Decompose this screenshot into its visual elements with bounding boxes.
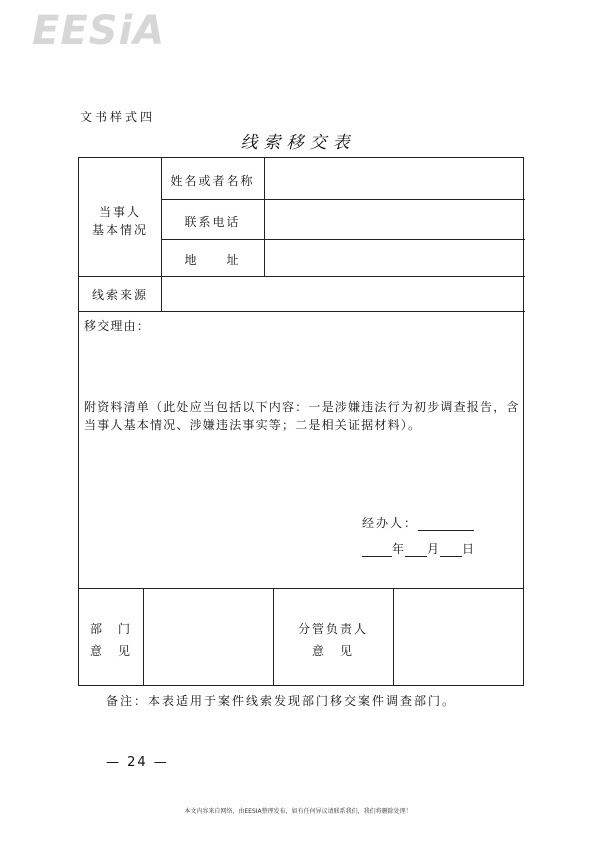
department-opinion-label — [79, 618, 143, 662]
column-divider — [264, 158, 265, 276]
form-style-label: 文书样式四 — [80, 110, 156, 124]
column-divider — [143, 588, 144, 686]
field-label-phone: 联系电话 — [184, 215, 241, 229]
row-divider — [161, 199, 525, 200]
party-info-label-line1: 当事人 — [98, 205, 141, 219]
leader-opinion-label — [273, 618, 393, 662]
transfer-reason-label: 移交理由： — [84, 319, 151, 333]
row-divider — [79, 276, 525, 277]
department-opinion-line2: 意 见 — [89, 644, 132, 658]
leader-opinion-field[interactable] — [399, 598, 517, 678]
department-opinion-field[interactable] — [149, 598, 267, 678]
year-label: 年 — [392, 542, 406, 556]
party-info-label-line2: 基本情况 — [91, 223, 148, 237]
footnote-remark: 备注：本表适用于案件线索发现部门移交案件调查部门。 — [106, 694, 457, 708]
page-title: 线索移交表 — [240, 133, 356, 153]
attachment-list-text: 附资料清单（此处应当包括以下内容：一是涉嫌违法行为初步调查报告，含当事人基本情况、涉嫌违法事实等；二是相关证据材料）。 — [84, 400, 520, 432]
row-divider — [161, 239, 525, 240]
leader-opinion-line2: 意 见 — [311, 644, 354, 658]
date-line — [362, 540, 475, 557]
column-divider — [393, 588, 394, 686]
party-info-label — [79, 203, 161, 239]
day-label: 日 — [462, 542, 476, 556]
month-blank[interactable] — [405, 544, 427, 557]
department-opinion-line1: 部 门 — [89, 622, 132, 636]
leader-opinion-line1: 分管负责人 — [297, 622, 368, 636]
field-label-name: 姓名或者名称 — [170, 174, 255, 188]
row-divider — [79, 311, 525, 312]
field-label-address: 地 址 — [184, 253, 241, 267]
source-disclaimer: 本文内容来自网络，由EESIA整理发布，如有任何异议请联系我们，我们将删除处理！ — [184, 808, 412, 815]
page-number: — 24 — — [106, 755, 169, 770]
handler-signature-line[interactable] — [418, 518, 474, 531]
clue-source-label: 线索来源 — [91, 288, 148, 302]
month-label: 月 — [427, 542, 441, 556]
day-blank[interactable] — [440, 544, 462, 557]
opinions-row — [78, 588, 524, 686]
eesia-watermark-logo: EESiA — [32, 8, 166, 54]
year-blank[interactable] — [362, 544, 392, 557]
handler-label: 经办人： — [362, 516, 419, 530]
handler-signature — [362, 514, 474, 531]
